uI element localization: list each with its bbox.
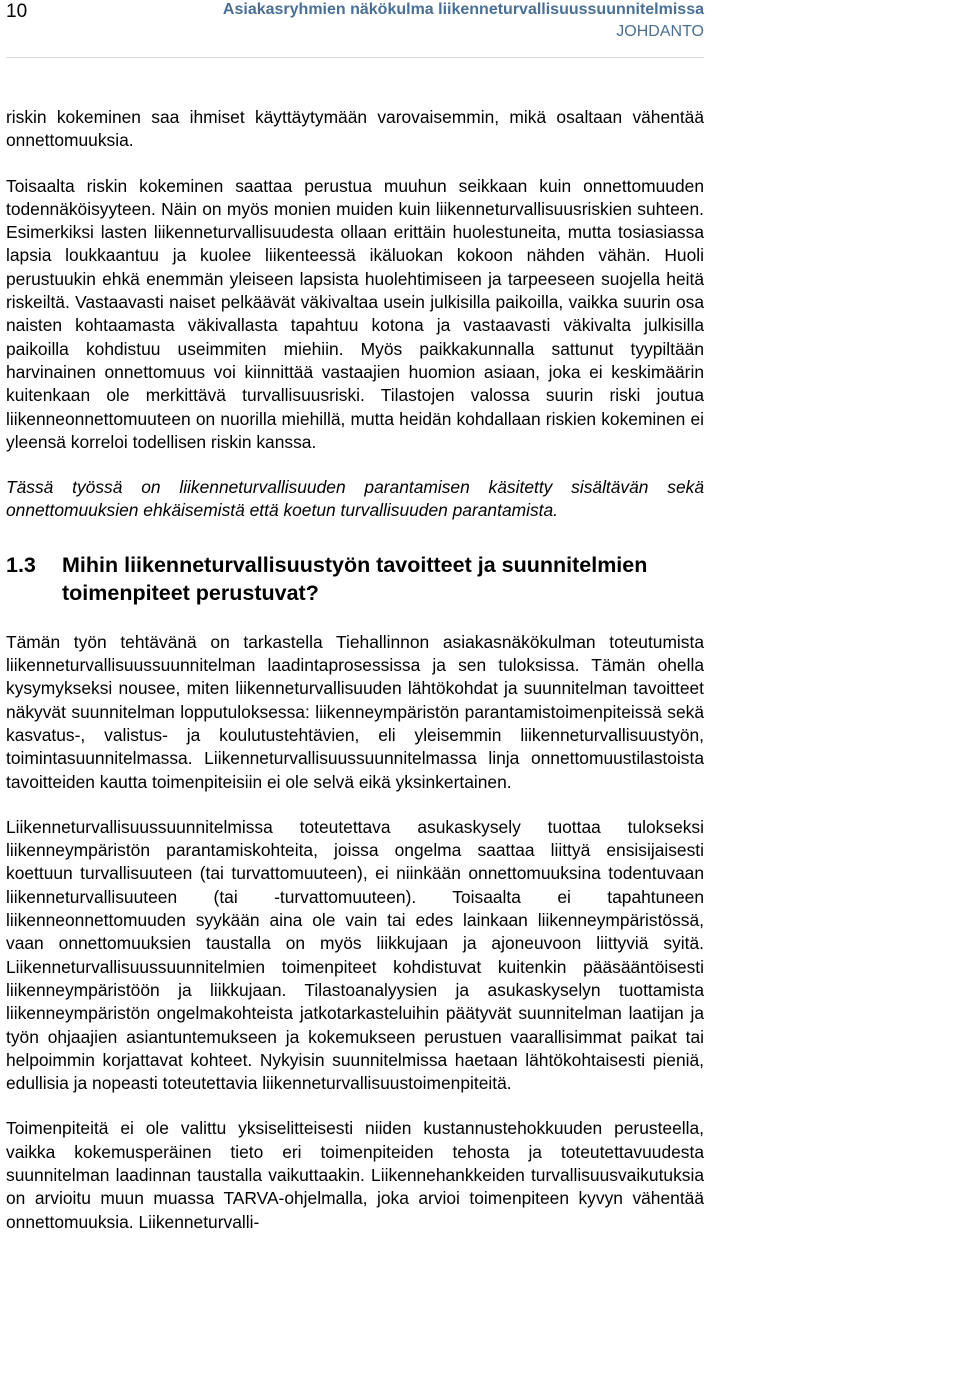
paragraph-measures: Toimenpiteitä ei ole valittu yksiselitteisesti niiden kustannustehokkuuden perusteella, vaikka kokemusperäinen tieto eri toimenpiteiden tehosta ja toteutettavuudesta suunnitelman laadinnan taustalla vaikuttaakin. Liikennehankkeiden turvallisuusvaikutuksia on arvioitu muun muassa TARVA-ohjelmalla, joka arvioi toimenpiteen kyvyn vähentää onnettomuuksia. Liikenneturvalli-: [6, 1118, 704, 1232]
paragraph-task: Tämän työn tehtävänä on tarkastella Tiehallinnon asiakasnäkökulman toteutumista liikenneturvallisuussuunnitelman laadintaprosessissa ja sen tuloksissa. Tämän ohella kysymykseksi nousee, miten liikenneturvallisuuden lähtökohdat ja suunnitelman tavoitteet näkyvät suunnitelman lopputuloksessa: liikenneympäristön parantamistoimenpiteissä sekä kasvatus-, valistus- ja koulutustehtävien, eli yleisemmin liikenneturvallisuustyön, toimintasuunnitelmassa. Liikenneturvallisuussuunnitelmassa linja onnettomuustilastoista tavoitteiden kautta toimenpiteisiin ei ole selvä eikä yksinkertainen.: [6, 631, 704, 792]
paragraph-survey: Liikenneturvallisuussuunnitelmissa toteutettava asukaskysely tuottaa tulokseksi liikenneympäristön parantamiskohteita, joissa ongelma saattaa liittyä ensisijaisesti koettuun turvallisuuteen (tai turvattomuuteen), ei niinkään onnettomuuksina todentuvaan liikenneturvallisuuteen (tai -turvattomuuteen). Toisaalta ei tapahtuneen liikenneonnettomuuden syykään aina ole vain tai edes lainkaan liikenneympäristössä, vaan onnettomuuksien taustalla on myös liikkujaan ja ajoneuvoon liittyviä syitä. Liikenneturvallisuussuunnitelmien toimenpiteet kohdistuvat kuitenkin pääsääntöisesti liikenneympäristöön ja liikkujaan. Tilastoanalyysien ja asukaskyselyn tuottamista liikenneympäristön ongelmakohteista jatkotarkasteluihin päätyvät suunnitelman laatijan ja työn ohjaajien asiantuntemukseen ja kokemukseen perustuen vaarallisimmat paikat tai helpoimmin korjattavat kohteet. Nykyisin suunnitelmissa haetaan lähtökohtaisesti pieniä, edullisia ja nopeasti toteutettavia liikenneturvallisuustoimenpiteitä.: [6, 816, 704, 1094]
page-number: 10: [6, 1, 28, 22]
paragraph-risk-perception: riskin kokeminen saa ihmiset käyttäytymään varovaisemmin, mikä osaltaan vähentää onnettomuuksia.: [6, 107, 704, 151]
running-header-section: JOHDANTO: [616, 23, 704, 40]
running-header-title: Asiakasryhmien näkökulma liikenneturvallisuussuunnitelmissa: [222, 1, 704, 18]
paragraph-definition-italic: Tässä työssä on liikenneturvallisuuden parantamisen käsitetty sisältävän sekä onnettomuuksien ehkäisemistä että koetun turvallisuuden parantamista.: [6, 477, 704, 521]
section-title: Mihin liikenneturvallisuustyön tavoitteet ja suunnitelmien toimenpiteet perustuvat?: [62, 552, 648, 605]
page-body: [6, 106, 704, 1256]
paragraph-risk-basis: Toisaalta riskin kokeminen saattaa perustua muuhun seikkaan kuin onnettomuuden todennäköisyyteen. Näin on myös monien muiden kuin liikenneturvallisuusriskien suhteen. Esimerkiksi lasten liikenneturvallisuudesta ollaan erittäin huolestuneita, mutta tosiasiassa lapsia loukkaantuu ja kuolee liikenteessä ikäluokan kokoon nähden vähän. Huoli perustuukin ehkä enemmän yleiseen lapsista huolehtimiseen ja tarpeeseen suojella heitä riskeiltä. Vastaavasti naiset pelkäävät väkivaltaa usein julkisilla paikoilla, vaikka suurin osa naisten kohtaamasta väkivallasta tapahtuu kotona ja vastaavasti väkivalta julkisilla paikoilla kohdistuu useimmiten miehiin. Myös paikkakunnalla sattunut tyypiltään harvinainen onnettomuus voi kiinnittää vastaajien huomion asiaan, joka ei keskimäärin kuitenkaan ole merkittävä turvallisuusriski. Tilastojen valossa suurin riski joutua liikenneonnettomuuteen on nuorilla miehillä, mutta heidän kohdallaan riskien kokeminen ei yleensä korreloi todellisen riskin kanssa.: [6, 175, 704, 452]
section-number: 1.3: [6, 552, 36, 577]
header-divider: [6, 57, 704, 58]
section-heading: [6, 551, 704, 607]
